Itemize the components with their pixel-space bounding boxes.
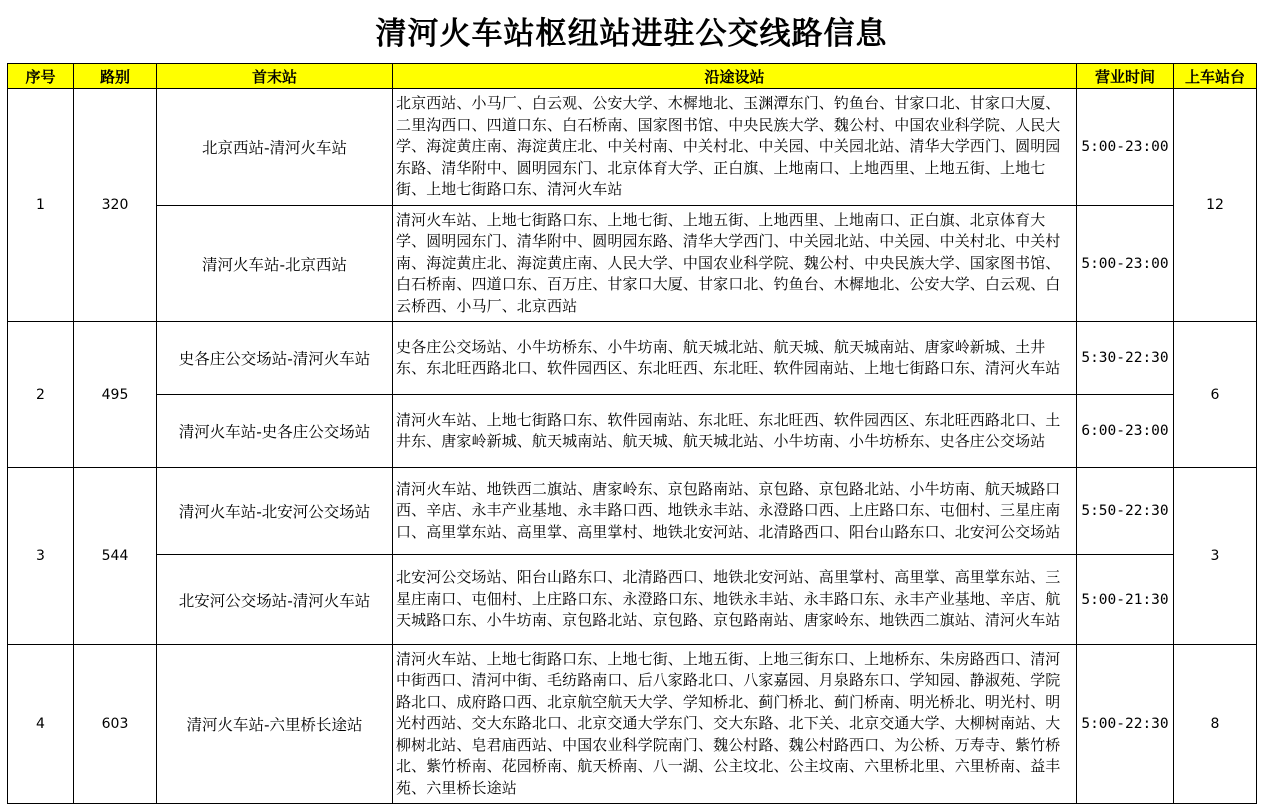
hours-cell: 5:00-23:00 [1077, 89, 1174, 206]
termini-cell: 清河火车站-六里桥长途站 [157, 645, 393, 804]
header-route: 路别 [74, 64, 157, 89]
table-row [8, 645, 1257, 804]
termini-cell: 北京西站-清河火车站 [157, 89, 393, 206]
hours-cell: 5:00-21:30 [1077, 555, 1174, 645]
seq-cell: 2 [8, 322, 74, 468]
header-hours: 营业时间 [1077, 64, 1174, 89]
table-row [8, 206, 1257, 322]
header-row [8, 64, 1257, 89]
hours-cell: 5:00-22:30 [1077, 645, 1174, 804]
route-cell: 320 [74, 89, 157, 322]
table-row [8, 89, 1257, 206]
header-termini: 首末站 [157, 64, 393, 89]
stops-cell: 北京西站、小马厂、白云观、公安大学、木樨地北、玉渊潭东门、钓鱼台、甘家口北、甘家口大厦、二里沟西口、四道口东、白石桥南、国家图书馆、中央民族大学、魏公村、中国农业科学院、人民大学、海淀黄庄南、海淀黄庄北、中关村南、中关村北、中关园、中关园北站、清华大学西门、圆明园东路、清华附中、圆明园东门、北京体育大学、正白旗、上地南口、上地西里、上地五街、上地七街、上地七街路口东、清河火车站 [393, 89, 1077, 206]
table-row [8, 555, 1257, 645]
route-cell: 544 [74, 468, 157, 645]
page-title: 清河火车站枢纽站进驻公交线路信息 [375, 16, 888, 52]
bus-lines-table [7, 63, 1257, 804]
stops-cell: 清河火车站、上地七街路口东、软件园南站、东北旺、东北旺西、软件园西区、东北旺西路北口、土井东、唐家岭新城、航天城南站、航天城、航天城北站、小牛坊南、小牛坊桥东、史各庄公交场站 [393, 395, 1077, 468]
platform-cell: 6 [1174, 322, 1257, 468]
platform-cell: 8 [1174, 645, 1257, 804]
seq-cell: 1 [8, 89, 74, 322]
seq-cell: 4 [8, 645, 74, 804]
route-cell: 603 [74, 645, 157, 804]
stops-cell: 史各庄公交场站、小牛坊桥东、小牛坊南、航天城北站、航天城、航天城南站、唐家岭新城、土井东、东北旺西路北口、软件园西区、东北旺西、东北旺、软件园南站、上地七街路口东、清河火车站 [393, 322, 1077, 395]
header-stops: 沿途设站 [393, 64, 1077, 89]
table-row [8, 468, 1257, 555]
termini-cell: 清河火车站-史各庄公交场站 [157, 395, 393, 468]
route-cell: 495 [74, 322, 157, 468]
platform-cell: 3 [1174, 468, 1257, 645]
seq-cell: 3 [8, 468, 74, 645]
stops-cell: 清河火车站、上地七街路口东、上地七街、上地五街、上地西里、上地南口、正白旗、北京体育大学、圆明园东门、清华附中、圆明园东路、清华大学西门、中关园北站、中关园、中关村北、中关村南、海淀黄庄北、海淀黄庄南、人民大学、中国农业科学院、魏公村、中央民族大学、国家图书馆、白石桥南、四道口东、百万庄、甘家口大厦、甘家口北、钓鱼台、木樨地北、公安大学、白云观、白云桥西、小马厂、北京西站 [393, 206, 1077, 322]
platform-cell: 12 [1174, 89, 1257, 322]
hours-cell: 5:30-22:30 [1077, 322, 1174, 395]
termini-cell: 清河火车站-北京西站 [157, 206, 393, 322]
hours-cell: 5:50-22:30 [1077, 468, 1174, 555]
hours-cell: 6:00-23:00 [1077, 395, 1174, 468]
stops-cell: 北安河公交场站、阳台山路东口、北清路西口、地铁北安河站、高里掌村、高里掌、高里掌东站、三星庄南口、屯佃村、上庄路口东、永澄路口东、地铁永丰站、永丰路口东、永丰产业基地、辛店、航天城路口东、小牛坊南、京包路北站、京包路、京包路南站、唐家岭东、地铁西二旗站、清河火车站 [393, 555, 1077, 645]
termini-cell: 北安河公交场站-清河火车站 [157, 555, 393, 645]
table-row [8, 322, 1257, 395]
termini-cell: 史各庄公交场站-清河火车站 [157, 322, 393, 395]
hours-cell: 5:00-23:00 [1077, 206, 1174, 322]
table-row [8, 395, 1257, 468]
stops-cell: 清河火车站、上地七街路口东、上地七街、上地五街、上地三街东口、上地桥东、朱房路西口、清河中街西口、清河中街、毛纺路南口、后八家路北口、八家嘉园、月泉路东口、学知园、静淑苑、学院路北口、成府路口西、北京航空航天大学、学知桥北、蓟门桥北、蓟门桥南、明光桥北、明光村、明光村西站、交大东路北口、北京交通大学东门、交大东路、北下关、北京交通大学、大柳树南站、大柳树北站、皂君庙西站、中国农业科学院南门、魏公村路、魏公村路西口、为公桥、万寿寺、紫竹桥北、紫竹桥南、花园桥南、航天桥南、八一湖、公主坟北、公主坟南、六里桥北里、六里桥南、益丰苑、六里桥长途站 [393, 645, 1077, 804]
stops-cell: 清河火车站、地铁西二旗站、唐家岭东、京包路南站、京包路、京包路北站、小牛坊南、航天城路口西、辛店、永丰产业基地、永丰路口西、地铁永丰站、永澄路口西、上庄路口东、屯佃村、三星庄南口、高里掌东站、高里掌、高里掌村、地铁北安河站、北清路西口、阳台山路东口、北安河公交场站 [393, 468, 1077, 555]
termini-cell: 清河火车站-北安河公交场站 [157, 468, 393, 555]
header-platform: 上车站台 [1174, 64, 1257, 89]
header-seq: 序号 [8, 64, 74, 89]
